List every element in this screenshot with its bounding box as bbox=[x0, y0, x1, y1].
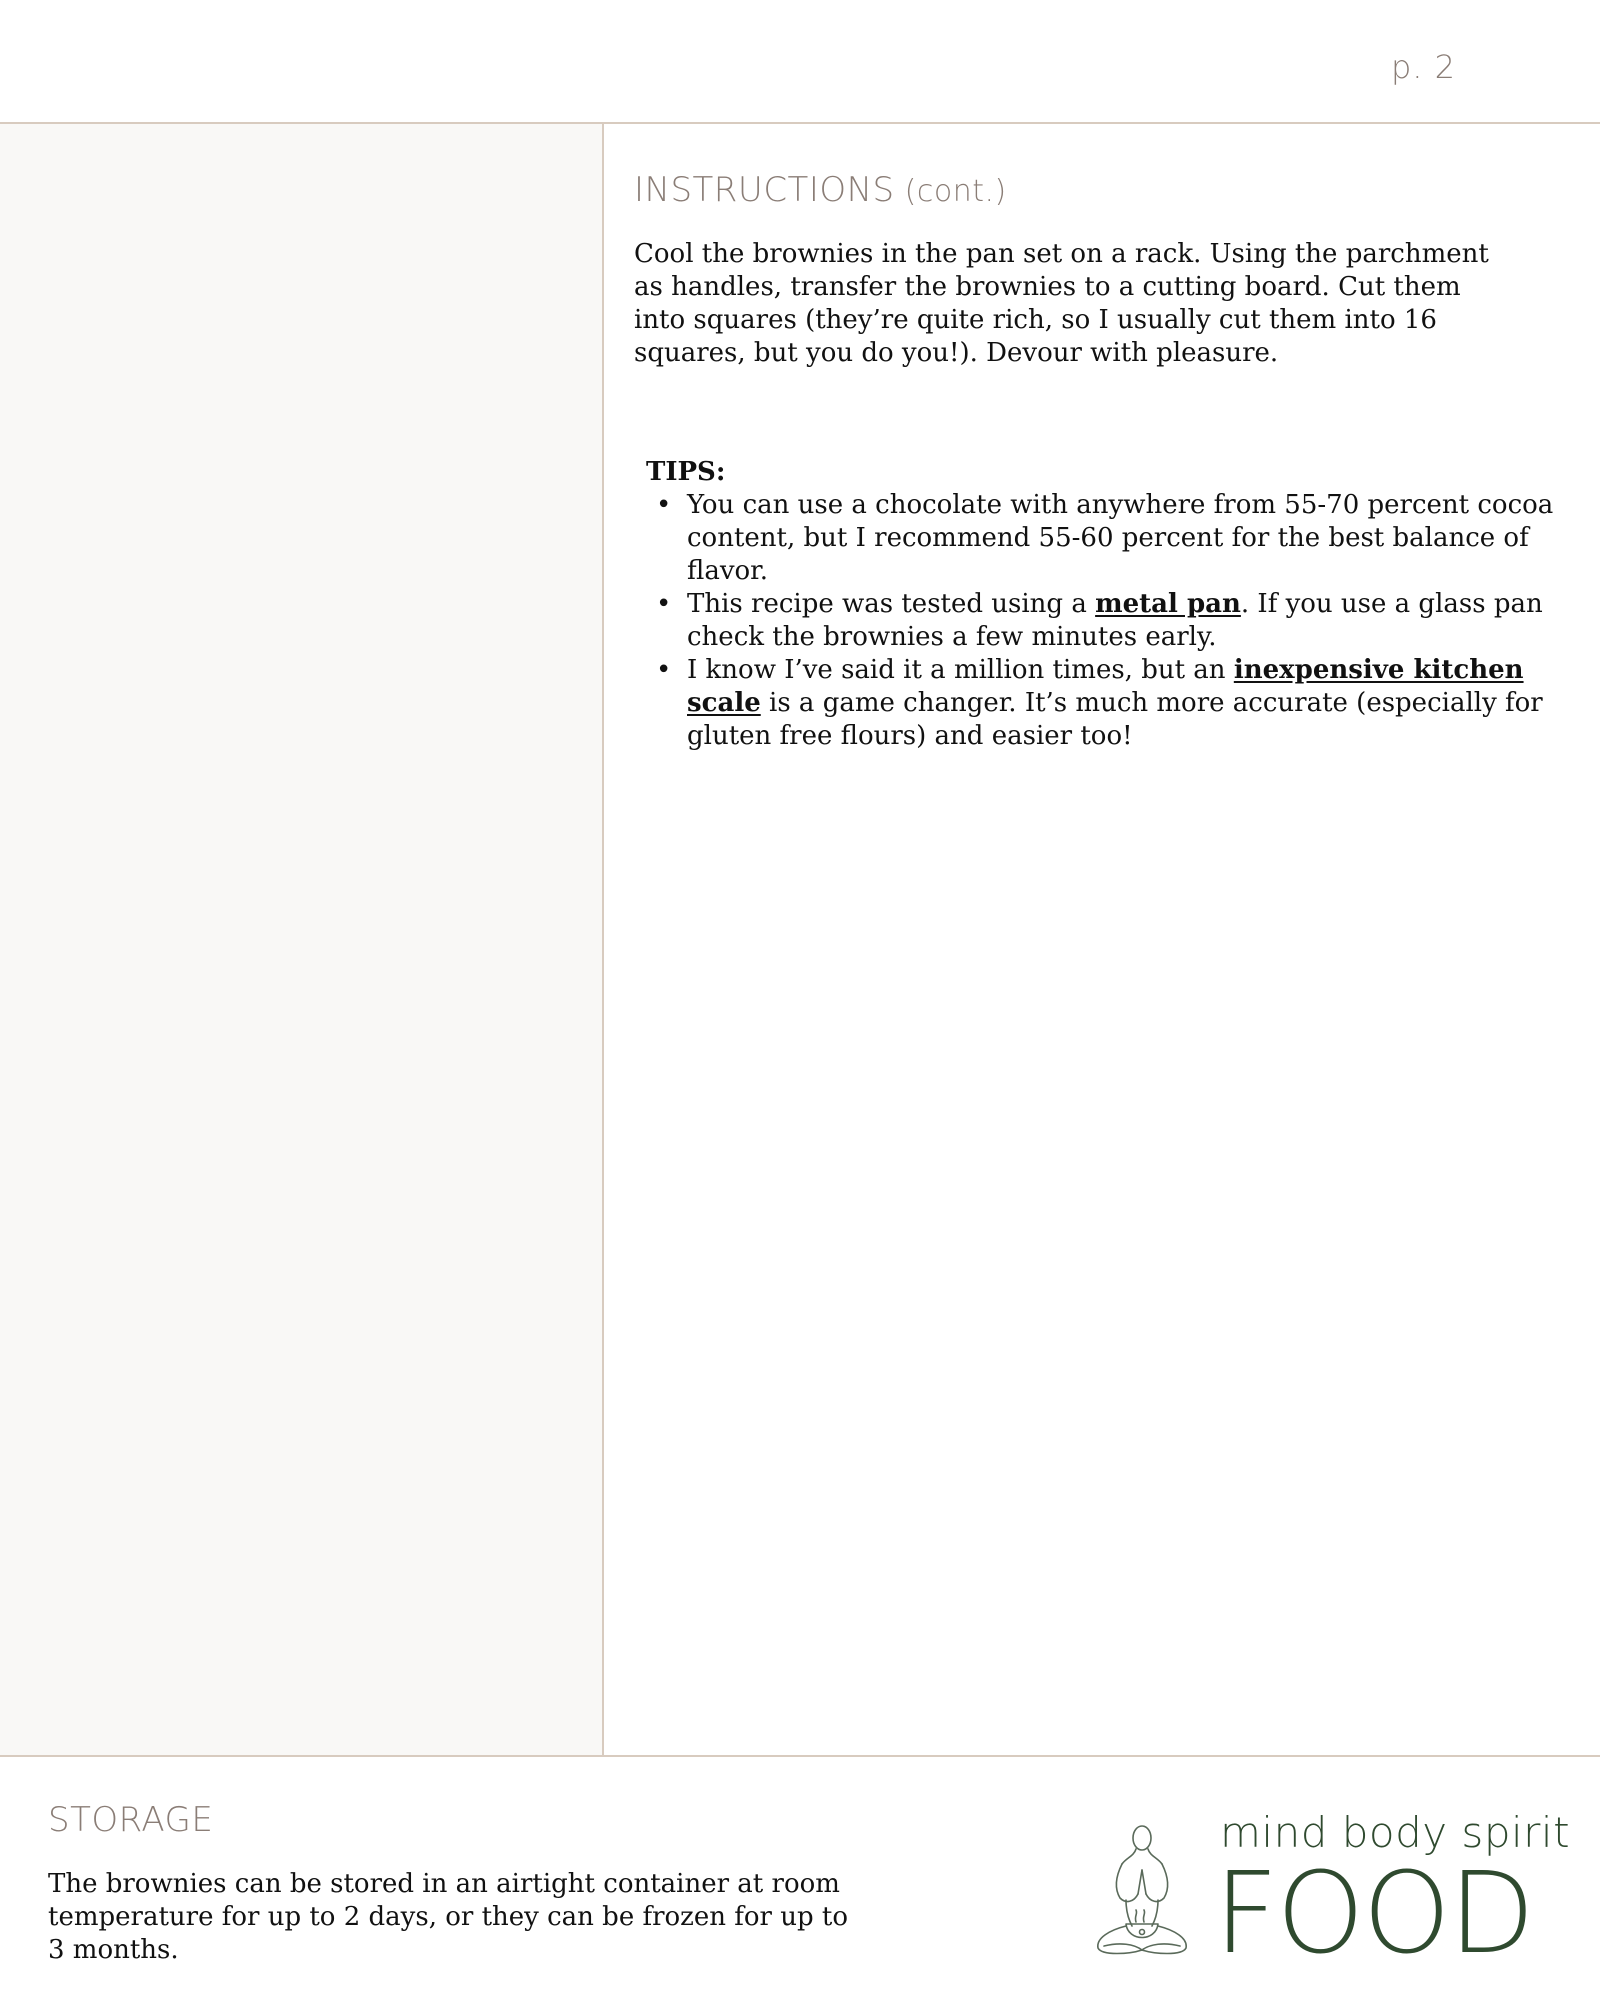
tip-text-before: This recipe was tested using a bbox=[687, 589, 1096, 619]
instructions-section bbox=[634, 170, 1554, 753]
bullet-icon: • bbox=[656, 655, 672, 685]
tips-list bbox=[646, 489, 1554, 753]
kitchen-scale-link[interactable]: inexpensive kitchen scale bbox=[687, 655, 1524, 718]
bullet-icon: • bbox=[656, 490, 672, 520]
tip-text-after: . If you use a glass pan check the brownies a few minutes early. bbox=[687, 589, 1543, 652]
metal-pan-link[interactable]: metal pan bbox=[1095, 589, 1241, 619]
instructions-body: Cool the brownies in the pan set on a rack. Using the parchment as handles, transfer the brownies to a cutting board. Cut them into squares (they’re quite rich, so I usually cut them into 16 squares, but you do you!). Devour with pleasure. bbox=[634, 239, 1489, 368]
logo-wordmark: FOOD bbox=[1214, 1849, 1533, 1979]
meditating-figure-icon bbox=[1090, 1818, 1190, 1968]
bottom-divider bbox=[0, 1755, 1600, 1757]
tip-text: You can use a chocolate with anywhere from 55-70 percent cocoa content, but I recommend 55-60 percent for the best balance of flavor. bbox=[687, 490, 1554, 586]
tip-item bbox=[646, 588, 1572, 654]
tips-label: TIPS: bbox=[646, 457, 726, 487]
left-sidebar-panel bbox=[0, 124, 604, 1755]
instructions-title-suffix: (cont.) bbox=[904, 174, 1007, 209]
tips-section bbox=[634, 456, 1554, 753]
storage-section bbox=[48, 1800, 888, 1967]
storage-title: STORAGE bbox=[48, 1800, 214, 1840]
instructions-heading bbox=[634, 170, 1534, 210]
tip-item bbox=[646, 654, 1572, 753]
tip-text-after: is a game changer. It’s much more accurate (especially for gluten free flours) and easier too! bbox=[687, 688, 1543, 751]
tip-text-before: I know I’ve said it a million times, but an bbox=[687, 655, 1234, 685]
instructions-title: INSTRUCTIONS bbox=[634, 170, 895, 210]
bullet-icon: • bbox=[656, 589, 672, 619]
logo-tagline: mind body spirit bbox=[1220, 1808, 1571, 1857]
brand-logo bbox=[1090, 1808, 1570, 1988]
storage-body: The brownies can be stored in an airtight container at room temperature for up to 2 days, or they can be frozen for up to 3 months. bbox=[48, 1869, 848, 1965]
page-number: p. 2 bbox=[1390, 48, 1456, 86]
tip-item bbox=[646, 489, 1572, 588]
